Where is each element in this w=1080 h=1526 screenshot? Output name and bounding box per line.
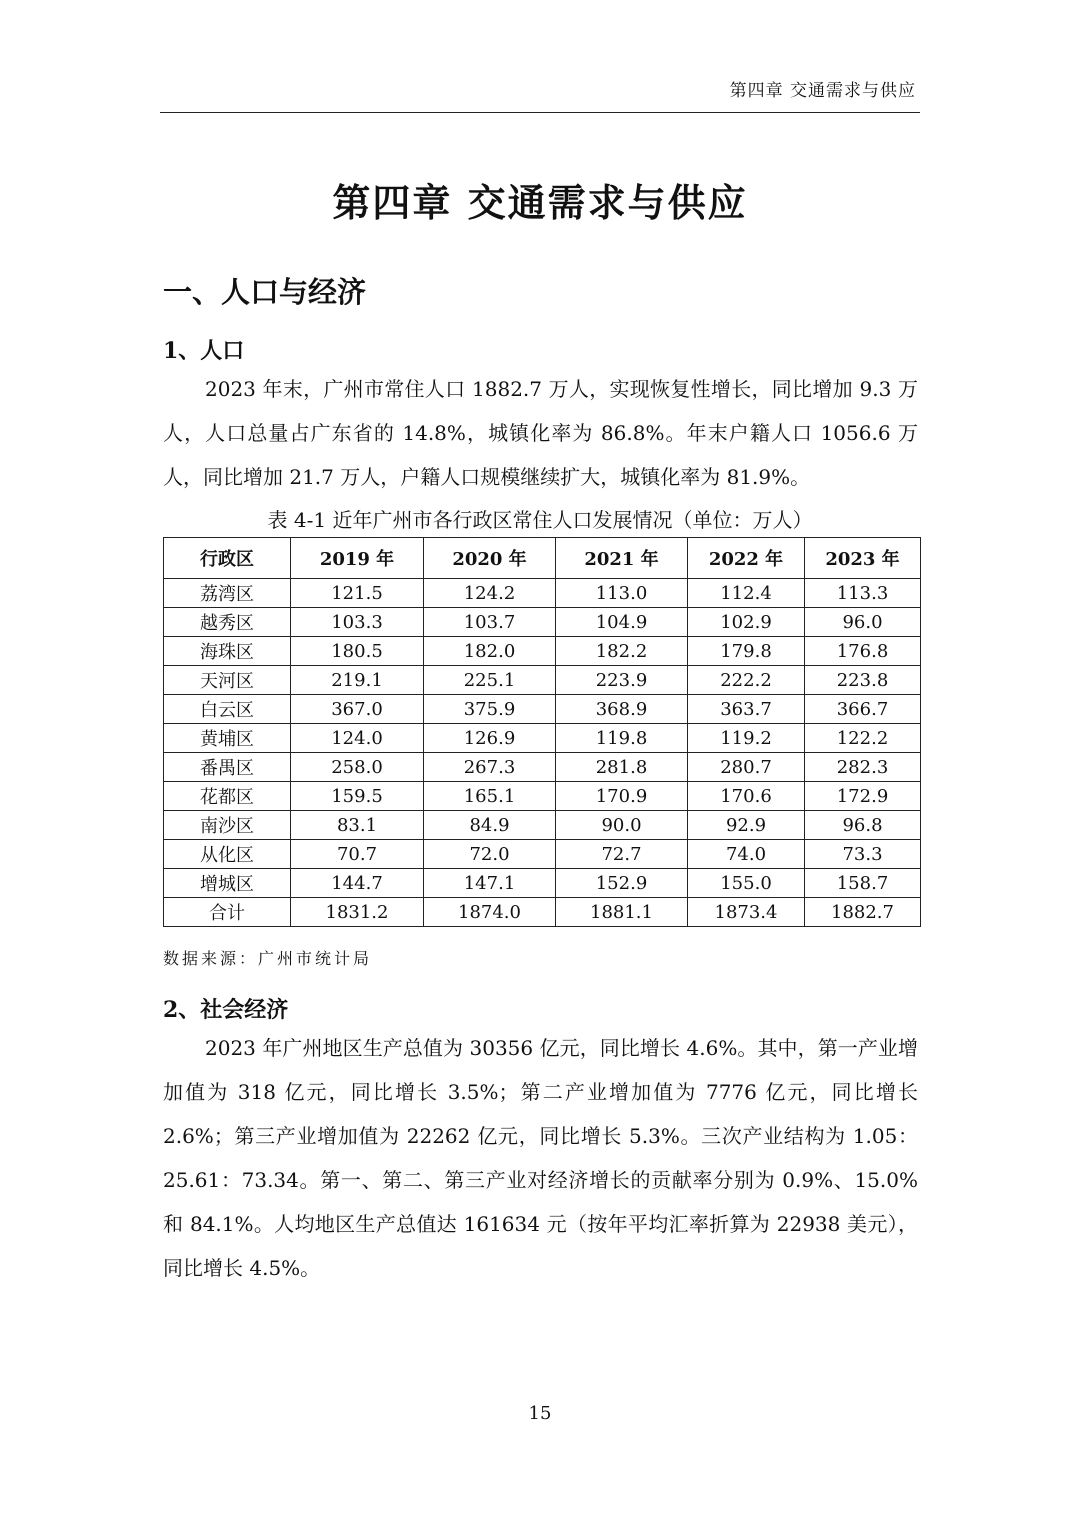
population-cell: 172.9: [805, 782, 921, 811]
population-cell: 103.7: [424, 608, 556, 637]
population-cell: 170.6: [688, 782, 805, 811]
table-row: [164, 695, 921, 724]
population-cell: 223.8: [805, 666, 921, 695]
district-cell: 荔湾区: [164, 579, 291, 608]
district-cell: 黄埔区: [164, 724, 291, 753]
table-row: [164, 782, 921, 811]
population-cell: 72.7: [556, 840, 688, 869]
population-cell: 1831.2: [291, 898, 424, 927]
population-cell: 225.1: [424, 666, 556, 695]
population-cell: 282.3: [805, 753, 921, 782]
table-row: [164, 637, 921, 666]
population-cell: 375.9: [424, 695, 556, 724]
population-cell: 158.7: [805, 869, 921, 898]
population-cell: 182.2: [556, 637, 688, 666]
district-cell: 天河区: [164, 666, 291, 695]
population-cell: 103.3: [291, 608, 424, 637]
population-cell: 1881.1: [556, 898, 688, 927]
population-cell: 1873.4: [688, 898, 805, 927]
district-cell: 白云区: [164, 695, 291, 724]
district-cell: 越秀区: [164, 608, 291, 637]
page-number: 15: [528, 1403, 552, 1424]
population-cell: 367.0: [291, 695, 424, 724]
header-cell: 行政区: [164, 538, 291, 579]
population-cell: 96.0: [805, 608, 921, 637]
population-cell: 159.5: [291, 782, 424, 811]
population-cell: 176.8: [805, 637, 921, 666]
population-cell: 147.1: [424, 869, 556, 898]
population-cell: 1882.7: [805, 898, 921, 927]
population-cell: 222.2: [688, 666, 805, 695]
population-cell: 363.7: [688, 695, 805, 724]
population-subtitle: 1、人口: [163, 338, 245, 364]
header-cell: 2020 年: [424, 538, 556, 579]
population-cell: 180.5: [291, 637, 424, 666]
population-cell: 96.8: [805, 811, 921, 840]
population-cell: 112.4: [688, 579, 805, 608]
table-body: [164, 579, 921, 927]
population-cell: 182.0: [424, 637, 556, 666]
district-cell: 海珠区: [164, 637, 291, 666]
population-cell: 144.7: [291, 869, 424, 898]
population-cell: 281.8: [556, 753, 688, 782]
population-cell: 152.9: [556, 869, 688, 898]
population-cell: 1874.0: [424, 898, 556, 927]
table-row: [164, 579, 921, 608]
population-cell: 258.0: [291, 753, 424, 782]
population-cell: 219.1: [291, 666, 424, 695]
population-cell: 124.2: [424, 579, 556, 608]
population-paragraph: 2023 年末，广州市常住人口 1882.7 万人，实现恢复性增长，同比增加 9.3 万人，人口总量占广东省的 14.8%，城镇化率为 86.8%。年末户籍人口 1056.6 万人，同比增加 21.7 万人，户籍人口规模继续扩大，城镇化率为 81.9%。: [163, 377, 918, 489]
header-cell: 2019 年: [291, 538, 424, 579]
population-cell: 72.0: [424, 840, 556, 869]
population-cell: 113.0: [556, 579, 688, 608]
header-cell: 2022 年: [688, 538, 805, 579]
population-cell: 74.0: [688, 840, 805, 869]
population-cell: 104.9: [556, 608, 688, 637]
header-cell: 2023 年: [805, 538, 921, 579]
population-cell: 73.3: [805, 840, 921, 869]
population-cell: 113.3: [805, 579, 921, 608]
population-cell: 368.9: [556, 695, 688, 724]
economy-paragraph: 2023 年广州地区生产总值为 30356 亿元，同比增长 4.6%。其中，第一产业增加值为 318 亿元，同比增长 3.5%；第二产业增加值为 7776 亿元，同比增长 2.6%；第三产业增加值为 22262 亿元，同比增长 5.3%。三次产业结构为 1.05：25.61：73.34。第一、第二、第三产业对经济增长的贡献率分别为 0.9%、15.0%和 84.1%。人均地区生产总值达 161634 元（按年平均汇率折算为 22938 美元），同比增长 4.5%。: [163, 1036, 918, 1280]
district-cell: 增城区: [164, 869, 291, 898]
population-cell: 165.1: [424, 782, 556, 811]
population-cell: 83.1: [291, 811, 424, 840]
table-caption: 表 4-1 近年广州市各行政区常住人口发展情况（单位：万人）: [267, 508, 813, 532]
table-source: 数据来源：广州市统计局: [163, 949, 373, 968]
district-cell: 南沙区: [164, 811, 291, 840]
population-cell: 366.7: [805, 695, 921, 724]
running-title: 第四章 交通需求与供应: [729, 81, 916, 101]
table-header-row: [164, 538, 921, 579]
population-cell: 102.9: [688, 608, 805, 637]
table-row: [164, 753, 921, 782]
population-cell: 121.5: [291, 579, 424, 608]
district-cell: 花都区: [164, 782, 291, 811]
population-cell: 92.9: [688, 811, 805, 840]
table-row: [164, 666, 921, 695]
header-cell: 2021 年: [556, 538, 688, 579]
table-row: [164, 724, 921, 753]
population-cell: 70.7: [291, 840, 424, 869]
population-cell: 223.9: [556, 666, 688, 695]
population-cell: 155.0: [688, 869, 805, 898]
table-row: [164, 869, 921, 898]
table-row: [164, 898, 921, 927]
population-cell: 122.2: [805, 724, 921, 753]
chapter-title: 第四章 交通需求与供应: [332, 180, 748, 225]
population-cell: 267.3: [424, 753, 556, 782]
district-cell: 合计: [164, 898, 291, 927]
page-header: [160, 0, 920, 113]
table-row: [164, 811, 921, 840]
population-table: [163, 537, 921, 927]
population-cell: 119.8: [556, 724, 688, 753]
population-cell: 126.9: [424, 724, 556, 753]
district-cell: 从化区: [164, 840, 291, 869]
population-cell: 90.0: [556, 811, 688, 840]
section-title: 一、人口与经济: [163, 275, 367, 309]
population-cell: 124.0: [291, 724, 424, 753]
economy-subtitle: 2、社会经济: [163, 997, 289, 1023]
population-cell: 170.9: [556, 782, 688, 811]
table-row: [164, 840, 921, 869]
district-cell: 番禺区: [164, 753, 291, 782]
population-cell: 119.2: [688, 724, 805, 753]
population-cell: 179.8: [688, 637, 805, 666]
table-row: [164, 608, 921, 637]
population-cell: 280.7: [688, 753, 805, 782]
population-cell: 84.9: [424, 811, 556, 840]
